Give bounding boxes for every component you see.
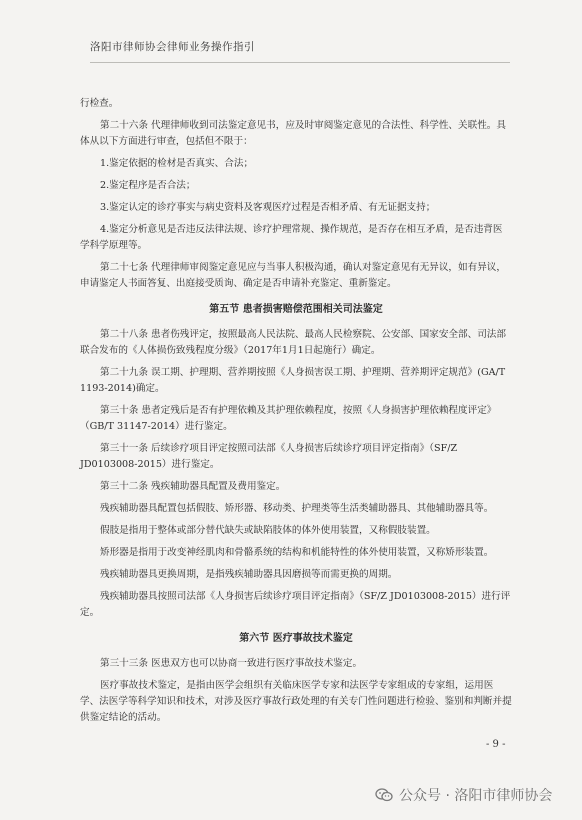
- section-6-heading: 第六节 医疗事故技术鉴定: [239, 633, 353, 644]
- article-32-para-1: 残疾辅助器具配置包括假肢、矫形器、移动类、护理类等生活类辅助器具、其他辅助器具等。: [100, 503, 494, 514]
- article-26-item-3: 3.鉴定认定的诊疗事实与病史资料及客观医疗过程是否相矛盾、有无证据支持；: [100, 202, 436, 213]
- article-29: 第二十九条 误工期、护理期、营养期按照《人身损害误工期、护理期、营养期评定规范》(GA/T 1193-2014)确定。: [80, 367, 506, 394]
- article-33: 第三十三条 医患双方也可以协商一致进行医疗事故技术鉴定。: [100, 658, 363, 669]
- article-28: 第二十八条 患者伤残评定，按照最高人民法院、最高人民检察院、公安部、国家安全部、司法部联合发布的《人体损伤致残程度分级》（2017年1月1日起施行）确定。: [80, 329, 506, 356]
- article-27: 第二十七条 代理律师审阅鉴定意见应与当事人积极沟通，确认对鉴定意见有无异议，如有异议，申请鉴定人书面答复、出庭接受质询、确定是否申请补充鉴定、重新鉴定。: [80, 262, 506, 289]
- watermark-text: 公众号 · 洛阳市律师协会: [399, 788, 553, 804]
- paragraph-continuation: 行检查。: [80, 98, 119, 109]
- watermark: [375, 785, 552, 805]
- wechat-icon: [375, 788, 393, 802]
- section-5-heading: 第五节 患者损害赔偿范围相关司法鉴定: [209, 304, 383, 315]
- running-header: 洛阳市律师协会律师业务操作指引: [90, 41, 255, 53]
- article-31: 第三十一条 后续诊疗项目评定按照司法部《人身损害后续诊疗项目评定指南》（SF/Z JD0103008-2015）进行鉴定。: [80, 443, 458, 470]
- article-32-para-3: 矫形器是指用于改变神经肌肉和骨骼系统的结构和机能特性的体外使用装置，又称矫形装置。: [100, 547, 494, 558]
- article-32-para-5: 残疾辅助器具按照司法部《人身损害后续诊疗项目评定指南》（SF/Z JD0103008-2015）进行评定。: [80, 591, 511, 618]
- header-divider: [90, 62, 510, 63]
- document-body: [80, 96, 512, 732]
- article-30: 第三十条 患者定残后是否有护理依赖及其护理依赖程度，按照《人身损害护理依赖程度评定》（GB/T 31147-2014）进行鉴定。: [80, 405, 497, 432]
- article-32: 第三十二条 残疾辅助器具配置及费用鉴定。: [100, 481, 286, 492]
- article-26-item-2: 2.鉴定程序是否合法；: [100, 180, 196, 191]
- article-26: 第二十六条 代理律师收到司法鉴定意见书，应及时审阅鉴定意见的合法性、科学性、关联性。具体从以下方面进行审查，包括但不限于：: [80, 120, 506, 147]
- article-26-item-4: 4.鉴定分析意见是否违反法律法规、诊疗护理常规、操作规范，是否存在相互矛盾，是否违背医学科学原理等。: [80, 224, 503, 251]
- article-32-para-2: 假肢是指用于整体或部分替代缺失或缺陷肢体的体外使用装置，又称假肢装置。: [100, 525, 436, 536]
- page-number: - 9 -: [486, 739, 506, 750]
- article-26-item-1: 1.鉴定依据的检材是否真实、合法；: [100, 158, 254, 169]
- article-33-para-1: 医疗事故技术鉴定，是指由医学会组织有关临床医学专家和法医学专家组成的专家组，运用医学、法医学等科学知识和技术，对涉及医疗事故行政处理的有关专门性问题进行检验、鉴别和判断并提供鉴定结论的活动。: [80, 680, 512, 723]
- article-32-para-4: 残疾辅助器具更换周期，是指残疾辅助器具因磨损等而需更换的周期。: [100, 569, 398, 580]
